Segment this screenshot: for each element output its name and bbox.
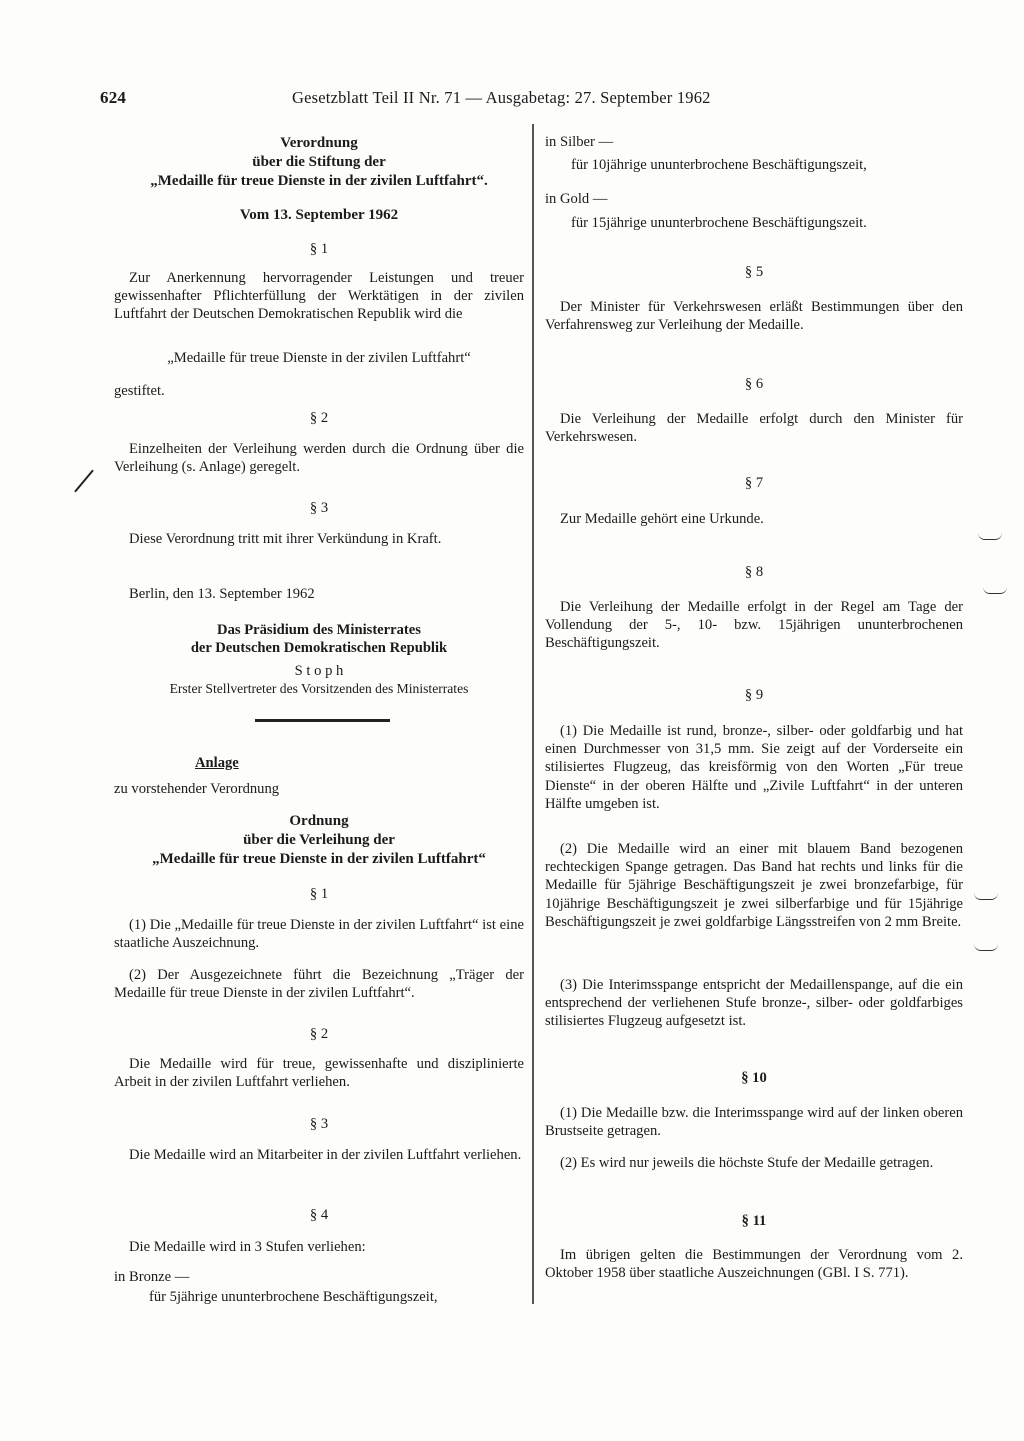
page-number: 624	[100, 88, 127, 107]
section-heading: § 1	[309, 886, 329, 902]
paragraph: Die Verleihung der Medaille erfolgt in der Regel am Tage der Vollendung der 5-, 10- bzw. 15jährigen ununterbrochenen Beschäftigungszeit.	[545, 599, 963, 652]
section-heading: § 2	[309, 1026, 329, 1042]
section-heading: § 3	[309, 500, 329, 516]
paragraph: Diese Verordnung tritt mit ihrer Verkündung in Kraft.	[129, 531, 442, 547]
section-heading: § 9	[744, 687, 764, 703]
level-desc: für 15jährige ununterbrochene Beschäftigungszeit.	[571, 215, 867, 231]
annex-sub: zu vorstehender Verordnung	[114, 781, 280, 797]
signatory-role: Erster Stellvertreter des Vorsitzenden des Ministerrates	[169, 681, 469, 696]
paragraph: (1) Die „Medaille für treue Dienste in der zivilen Luftfahrt“ ist eine staatliche Auszeichnung.	[114, 917, 524, 952]
gazette-header: Gesetzblatt Teil II Nr. 71 — Ausgabetag: 27. September 1962	[292, 88, 711, 107]
section-heading: § 1	[309, 241, 329, 257]
level-label: in Bronze —	[114, 1269, 190, 1285]
paragraph: Zur Anerkennung hervorragender Leistungen und treuer gewissenhafter Pflichterfüllung der Werktätigen in der zivilen Luftfahrt der Deutschen Demokratischen Republik wird die	[114, 270, 524, 323]
order-title	[114, 812, 524, 869]
paragraph: gestiftet.	[114, 383, 165, 399]
annex-label-text: Anlage	[195, 755, 239, 771]
paragraph: Die Medaille wird für treue, gewissenhafte und disziplinierte Arbeit in der zivilen Luftfahrt verliehen.	[114, 1056, 524, 1091]
paragraph: (2) Der Ausgezeichnete führt die Bezeichnung „Träger der Medaille für treue Dienste in der zivilen Luftfahrt“.	[114, 967, 524, 1002]
decree-title-line: über die Stiftung der	[252, 154, 386, 170]
paragraph: (1) Die Medaille ist rund, bronze-, silber- oder goldfarbig und hat einen Durchmesser von 31,5 mm. Sie zeigt auf der Vorderseite ein stilisiertes Flugzeug, das kreisförmig von den Worten „Für treue Dienste“ in der oberen Hälfte und „Zivile Luftfahrt“ in der unteren Hälfte umgeben ist.	[545, 723, 963, 812]
signatory-body	[114, 621, 524, 657]
margin-mark	[978, 533, 1002, 540]
section-heading: § 8	[744, 564, 764, 580]
level-desc: für 10jährige ununterbrochene Beschäftigungszeit,	[571, 157, 867, 173]
place-date: Berlin, den 13. September 1962	[129, 586, 315, 602]
paragraph: (1) Die Medaille bzw. die Interimsspange wird auf der linken oberen Brustseite getragen.	[545, 1105, 963, 1140]
margin-mark	[974, 944, 998, 951]
signatory-line: Das Präsidium des Ministerrates	[217, 622, 421, 638]
medal-name: „Medaille für treue Dienste in der zivilen Luftfahrt“	[167, 350, 471, 366]
section-heading: § 7	[744, 475, 764, 491]
level-desc: für 5jährige ununterbrochene Beschäftigungszeit,	[149, 1289, 438, 1305]
paragraph: Im übrigen gelten die Bestimmungen der Verordnung vom 2. Oktober 1958 über staatliche Auszeichnungen (GBl. I S. 771).	[545, 1247, 963, 1282]
paragraph: Die Medaille wird in 3 Stufen verliehen:	[129, 1239, 366, 1255]
separator-rule	[255, 719, 390, 722]
order-title-line: über die Verleihung der	[243, 832, 395, 848]
signatory-name: S t o p h	[294, 663, 344, 679]
annex-label	[195, 754, 255, 772]
section-heading: § 10	[741, 1070, 767, 1086]
level-label: in Gold —	[545, 191, 608, 207]
decree-date: Vom 13. September 1962	[239, 207, 399, 223]
paragraph: Der Minister für Verkehrswesen erläßt Bestimmungen über den Verfahrensweg zur Verleihung der Medaille.	[545, 299, 963, 334]
level-label: in Silber —	[545, 134, 614, 150]
decree-title	[114, 134, 524, 191]
column-divider	[532, 124, 534, 1304]
section-heading: § 4	[309, 1207, 329, 1223]
section-heading: § 6	[744, 376, 764, 392]
paragraph: (2) Die Medaille wird an einer mit blauem Band bezogenen rechteckigen Spange getragen. Das Band hat rechts und links für die Medaille für 5jährige Beschäftigungszeit je zwei bronzefarbige, für 10jährige Beschäftigungszeit je zwei silberfarbige und für 15jährige Beschäftigungszeit je zwei goldfarbige Längsstreifen von 2 mm Breite.	[545, 841, 963, 930]
margin-mark	[74, 470, 94, 493]
section-heading: § 3	[309, 1116, 329, 1132]
section-heading: § 5	[744, 264, 764, 280]
paragraph: Zur Medaille gehört eine Urkunde.	[560, 511, 764, 527]
paragraph: Die Verleihung der Medaille erfolgt durch den Minister für Verkehrswesen.	[545, 411, 963, 446]
decree-title-line: „Medaille für treue Dienste in der zivilen Luftfahrt“.	[150, 173, 488, 189]
paragraph: (2) Es wird nur jeweils die höchste Stufe der Medaille getragen.	[560, 1155, 934, 1171]
paragraph: Die Medaille wird an Mitarbeiter in der zivilen Luftfahrt verliehen.	[129, 1147, 522, 1163]
section-heading: § 2	[309, 410, 329, 426]
decree-title-line: Verordnung	[280, 135, 358, 151]
signatory-line: der Deutschen Demokratischen Republik	[190, 640, 448, 657]
section-heading: § 11	[741, 1213, 767, 1229]
paragraph: (3) Die Interimsspange entspricht der Medaillenspange, auf die ein entsprechend der verliehenen Stufe bronze-, silber- oder goldfarbiges stilisiertes Flugzeug aufgesetzt ist.	[545, 977, 963, 1030]
margin-mark	[983, 587, 1007, 594]
paragraph: Einzelheiten der Verleihung werden durch die Ordnung über die Verleihung (s. Anlage) geregelt.	[114, 441, 524, 476]
margin-mark	[974, 893, 998, 900]
order-title-line: „Medaille für treue Dienste in der zivilen Luftfahrt“	[152, 851, 486, 867]
order-title-line: Ordnung	[289, 813, 349, 829]
